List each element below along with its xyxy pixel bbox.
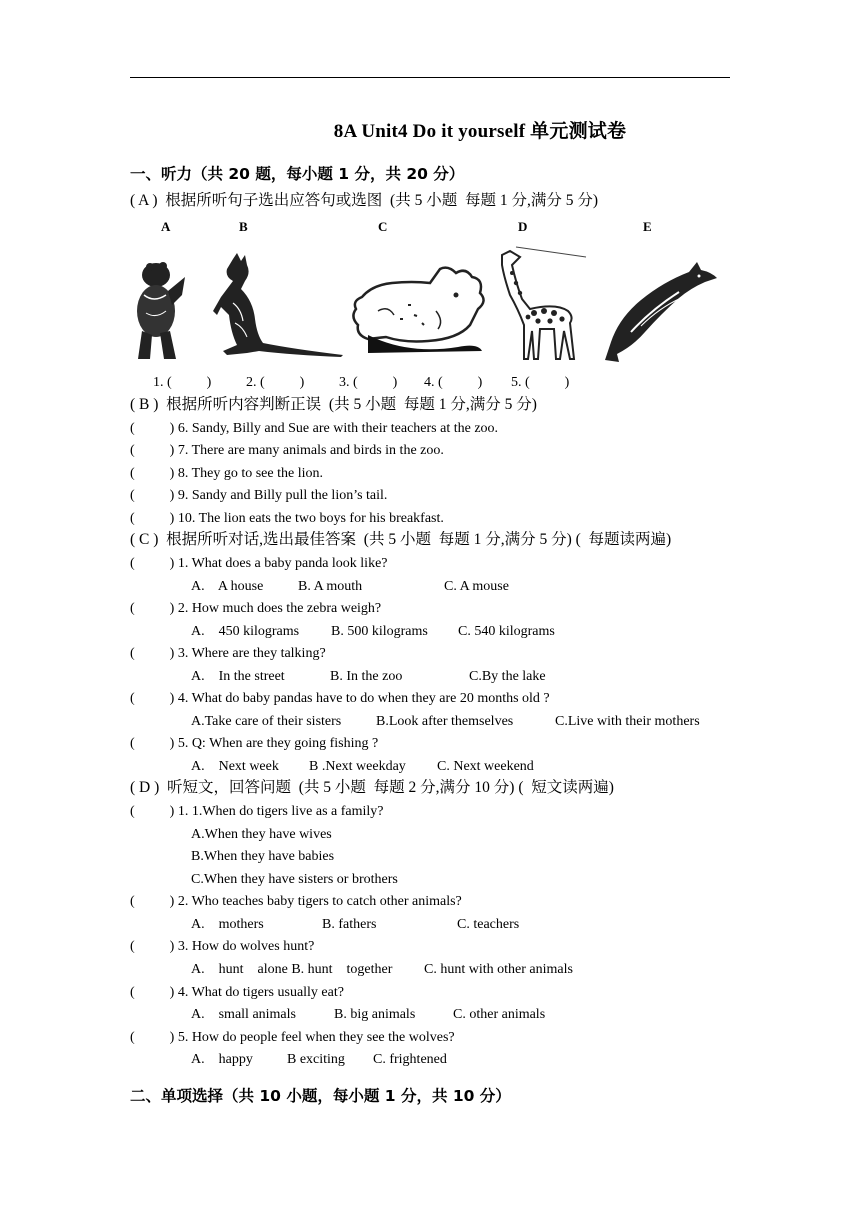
section-1-heading: 一、听力（共 20 题，每小题 1 分，共 20 分） <box>130 165 465 183</box>
passage-q3-option-c: C. hunt with other animals <box>424 962 573 977</box>
header-rule <box>130 77 730 78</box>
dialog-q1-option-a: A. A house <box>191 579 264 594</box>
giraffe-picture <box>490 243 590 363</box>
passage-q4-option-b: B. big animals <box>334 1007 416 1022</box>
passage-q3-option-ab: A. hunt alone B. hunt together <box>191 962 393 977</box>
answer-blank-3[interactable]: 3. ( ) <box>339 375 398 390</box>
passage-question-1[interactable]: ( ) 1. 1.When do tigers live as a family? <box>130 804 384 819</box>
passage-q2-option-c: C. teachers <box>457 917 520 932</box>
passage-q4-option-c: C. other animals <box>453 1007 546 1022</box>
answer-blank-5[interactable]: 5. ( ) <box>511 375 570 390</box>
true-false-item-7[interactable]: ( ) 7. There are many animals and birds in the zoo. <box>130 443 444 458</box>
part-c-header: ( C ) 根据所听对话,选出最佳答案 (共 5 小题 每题 1 分,满分 5 分) ( 每题读两遍) <box>130 531 672 548</box>
dialog-q5-option-b: B .Next weekday <box>309 759 406 774</box>
dialog-question-4[interactable]: ( ) 4. What do baby pandas have to do when they are 20 months old ? <box>130 691 550 706</box>
picture-letter-b: B <box>239 219 248 234</box>
kangaroo-picture <box>203 253 345 359</box>
dialog-q2-option-b: B. 500 kilograms <box>331 624 428 639</box>
dialog-q3-option-a: A. In the street <box>191 669 285 684</box>
picture-letter-d: D <box>518 219 528 234</box>
dialog-q1-option-c: C. A mouse <box>444 579 509 594</box>
passage-question-2[interactable]: ( ) 2. Who teaches baby tigers to catch other animals? <box>130 894 462 909</box>
true-false-item-8[interactable]: ( ) 8. They go to see the lion. <box>130 466 323 481</box>
picture-letter-c: C <box>378 219 388 234</box>
section-2-heading: 二、单项选择（共 10 小题，每小题 1 分，共 10 分） <box>130 1087 511 1105</box>
dialog-q1-option-b: B. A mouth <box>298 579 363 594</box>
dialog-question-1[interactable]: ( ) 1. What does a baby panda look like? <box>130 556 388 571</box>
bear-picture <box>130 255 188 363</box>
dialog-q4-option-c: C.Live with their mothers <box>555 714 700 729</box>
dialog-q4-option-b: B.Look after themselves <box>376 714 514 729</box>
picture-letter-e: E <box>643 219 652 234</box>
passage-question-4[interactable]: ( ) 4. What do tigers usually eat? <box>130 985 344 1000</box>
dialog-q2-option-a: A. 450 kilograms <box>191 624 300 639</box>
passage-q5-option-b: B exciting <box>287 1052 345 1067</box>
dialog-question-5[interactable]: ( ) 5. Q: When are they going fishing ? <box>130 736 379 751</box>
passage-q1-option-c: C.When they have sisters or brothers <box>191 872 398 887</box>
passage-q2-option-b: B. fathers <box>322 917 377 932</box>
passage-q1-option-b: B.When they have babies <box>191 849 335 864</box>
dialog-q5-option-c: C. Next weekend <box>437 759 534 774</box>
dialog-q4-option-a: A.Take care of their sisters <box>191 714 342 729</box>
passage-question-3[interactable]: ( ) 3. How do wolves hunt? <box>130 939 315 954</box>
part-d-header: ( D ) 听短文，回答问题 (共 5 小题 每题 2 分,满分 10 分) ( 短文读两遍) <box>130 779 614 796</box>
passage-q1-option-a: A.When they have wives <box>191 827 332 842</box>
true-false-item-9[interactable]: ( ) 9. Sandy and Billy pull the lion’s tail. <box>130 488 388 503</box>
passage-q5-option-c: C. frightened <box>373 1052 447 1067</box>
dialog-q3-option-b: B. In the zoo <box>330 669 403 684</box>
answer-blank-2[interactable]: 2. ( ) <box>246 375 305 390</box>
dialog-q2-option-c: C. 540 kilograms <box>458 624 555 639</box>
dolphin-picture <box>601 262 719 364</box>
true-false-item-6[interactable]: ( ) 6. Sandy, Billy and Sue are with their teachers at the zoo. <box>130 421 499 436</box>
part-b-header: ( B ) 根据所听内容判断正误 (共 5 小题 每题 1 分,满分 5 分) <box>130 396 537 413</box>
passage-q5-option-a: A. happy <box>191 1052 253 1067</box>
answer-blank-4[interactable]: 4. ( ) <box>424 375 483 390</box>
picture-letter-a: A <box>161 219 171 234</box>
pig-picture <box>348 265 490 355</box>
dialog-question-3[interactable]: ( ) 3. Where are they talking? <box>130 646 326 661</box>
dialog-q3-option-c: C.By the lake <box>469 669 546 684</box>
answer-blank-1[interactable]: 1. ( ) <box>153 375 212 390</box>
passage-question-5[interactable]: ( ) 5. How do people feel when they see the wolves? <box>130 1030 455 1045</box>
dialog-question-2[interactable]: ( ) 2. How much does the zebra weigh? <box>130 601 382 616</box>
passage-q4-option-a: A. small animals <box>191 1007 296 1022</box>
dialog-q5-option-a: A. Next week <box>191 759 279 774</box>
page-title: 8A Unit4 Do it yourself 单元测试卷 <box>333 121 627 142</box>
passage-q2-option-a: A. mothers <box>191 917 264 932</box>
true-false-item-10[interactable]: ( ) 10. The lion eats the two boys for his breakfast. <box>130 511 444 526</box>
part-a-header: ( A ) 根据所听句子选出应答句或选图 (共 5 小题 每题 1 分,满分 5 分) <box>130 192 599 209</box>
